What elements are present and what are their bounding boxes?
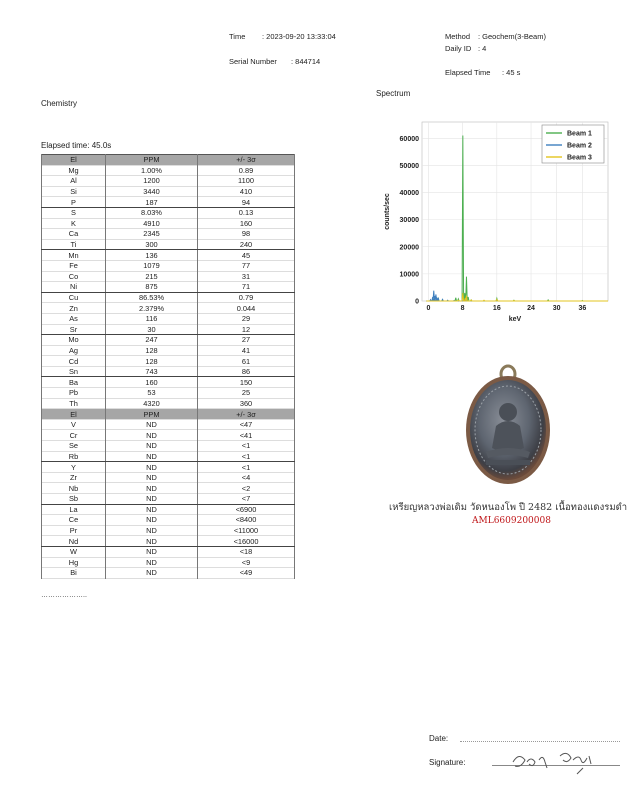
table-cell: Th [42,398,106,409]
table-row [42,441,295,452]
table-row [42,430,295,441]
medal-code: AML6609200008 [472,516,551,526]
column-header: El [42,155,106,166]
table-cell: Cr [42,430,106,441]
table-cell: <8400 [198,515,295,526]
table-cell: 875 [106,282,198,293]
y-tick-label: 10000 [399,271,419,279]
table-row [42,303,295,314]
table-cell: 30 [106,324,198,335]
table-cell: Mo [42,335,106,346]
table-cell: Ca [42,229,106,240]
table-cell: 128 [106,356,198,367]
table-header-row [42,155,295,166]
table-cell: <4 [198,472,295,483]
table-row [42,377,295,388]
table-row [42,165,295,176]
table-cell: Si [42,186,106,197]
table-cell: <18 [198,546,295,557]
spectrum-chart [380,116,612,328]
table-cell: Nd [42,536,106,547]
table-row [42,536,295,547]
table-cell: Cu [42,292,106,303]
table-cell: 116 [106,313,198,324]
table-header-row [42,409,295,420]
table-row [42,568,295,579]
y-tick-label: 0 [415,298,419,306]
table-cell: ND [106,504,198,515]
table-row [42,557,295,568]
x-tick-label: 16 [492,305,501,312]
table-cell: 247 [106,335,198,346]
table-cell: 300 [106,239,198,250]
table-cell: <7 [198,494,295,505]
table-row [42,229,295,240]
table-cell: Rb [42,451,106,462]
serial-value: : 844714 [291,57,321,66]
table-cell: 4320 [106,398,198,409]
signature-label: Signature: [429,758,466,767]
legend-entry: Beam 1 [567,130,592,138]
table-row [42,515,295,526]
y-tick-label: 50000 [399,162,419,170]
time-label: Time [229,32,246,41]
table-cell: 86 [198,366,295,377]
table-cell: 160 [198,218,295,229]
table-row [42,388,295,399]
y-tick-label: 40000 [399,190,419,198]
table-row [42,324,295,335]
medal-caption: เหรียญหลวงพ่อเดิม วัดหนองโพ ปี 2482 เนื้อทองแดงรมดำ [389,502,628,513]
column-header: PPM [106,409,198,420]
spectrum-heading: Spectrum [376,89,411,98]
table-row [42,525,295,536]
table-row [42,282,295,293]
table-row [42,271,295,282]
table-cell: <16000 [198,536,295,547]
table-cell: <6900 [198,504,295,515]
table-cell: <2 [198,483,295,494]
table-cell: 1079 [106,260,198,271]
table-row [42,250,295,261]
x-tick-label: 24 [527,305,535,312]
table-row [42,345,295,356]
y-tick-label: 20000 [399,244,419,252]
table-cell: 128 [106,345,198,356]
column-header: PPM [106,155,198,166]
x-tick-label: 8 [460,305,465,312]
column-header: El [42,409,106,420]
signature-image [505,748,600,778]
x-tick-label: 36 [578,305,587,312]
column-header: +/- 3σ [198,155,295,166]
table-cell: As [42,313,106,324]
table-row [42,472,295,483]
elapsed-value: : 45 s [502,68,521,77]
table-row [42,546,295,557]
table-cell: 3440 [106,186,198,197]
table-cell: 0.13 [198,207,295,218]
daily-label: Daily ID [445,44,472,53]
element-table [41,154,295,579]
table-row [42,335,295,346]
table-row [42,207,295,218]
table-cell: 136 [106,250,198,261]
table-cell: 29 [198,313,295,324]
table-row [42,398,295,409]
table-cell: 2345 [106,229,198,240]
table-cell: 0.89 [198,165,295,176]
table-cell: La [42,504,106,515]
table-cell: Sb [42,494,106,505]
date-line [460,741,620,742]
table-cell: 53 [106,388,198,399]
y-axis-label: counts/sec [384,193,391,230]
table-cell: P [42,197,106,208]
table-row [42,494,295,505]
table-row [42,176,295,187]
table-row [42,186,295,197]
table-cell: Zn [42,303,106,314]
table-row [42,451,295,462]
table-cell: S [42,207,106,218]
table-cell: W [42,546,106,557]
table-row [42,356,295,367]
table-cell: Mn [42,250,106,261]
table-cell: 2.379% [106,303,198,314]
table-cell: Sr [42,324,106,335]
column-header: +/- 3σ [198,409,295,420]
table-row [42,483,295,494]
table-cell: 45 [198,250,295,261]
table-cell: 743 [106,366,198,377]
table-cell: ND [106,483,198,494]
table-cell: Hg [42,557,106,568]
y-tick-label: 60000 [399,135,419,143]
table-cell: Mg [42,165,106,176]
table-row [42,292,295,303]
table-cell: ND [106,451,198,462]
daily-value: : 4 [478,44,487,53]
table-cell: 0.79 [198,292,295,303]
table-cell: Ag [42,345,106,356]
table-cell: 0.044 [198,303,295,314]
table-cell: ND [106,557,198,568]
table-row [42,197,295,208]
table-cell: <1 [198,462,295,473]
elapsed-label: Elapsed Time [445,68,491,77]
table-cell: 360 [198,398,295,409]
table-cell: 1100 [198,176,295,187]
table-cell: Ni [42,282,106,293]
table-cell: 1200 [106,176,198,187]
table-footer-dots: ……………….. [41,592,87,599]
table-cell: <9 [198,557,295,568]
table-cell: Ti [42,239,106,250]
table-cell: Nb [42,483,106,494]
table-row [42,239,295,250]
table-cell: 1.00% [106,165,198,176]
table-cell: <11000 [198,525,295,536]
table-row [42,462,295,473]
x-tick-label: 30 [552,305,561,312]
table-cell: ND [106,515,198,526]
table-cell: ND [106,568,198,579]
table-row [42,366,295,377]
table-cell: 71 [198,282,295,293]
x-tick-label: 0 [426,305,431,312]
table-cell: Al [42,176,106,187]
table-cell: ND [106,546,198,557]
table-cell: 31 [198,271,295,282]
table-cell: 61 [198,356,295,367]
chemistry-heading: Chemistry [41,99,78,108]
table-cell: ND [106,536,198,547]
table-row [42,218,295,229]
table-cell: V [42,419,106,430]
table-cell: Se [42,441,106,452]
y-tick-label: 30000 [399,217,419,225]
table-cell: 25 [198,388,295,399]
table-cell: 98 [198,229,295,240]
table-cell: 4910 [106,218,198,229]
table-cell: Y [42,462,106,473]
table-cell: 215 [106,271,198,282]
table-cell: ND [106,525,198,536]
table-cell: 240 [198,239,295,250]
table-cell: <1 [198,451,295,462]
date-label: Date: [429,734,449,743]
table-cell: 27 [198,335,295,346]
table-row [42,419,295,430]
serial-label: Serial Number [229,57,277,66]
table-row [42,504,295,515]
table-cell: 8.03% [106,207,198,218]
table-cell: ND [106,419,198,430]
table-cell: 94 [198,197,295,208]
medal-image [462,364,554,488]
x-axis-label: keV [508,316,522,323]
table-cell: 187 [106,197,198,208]
table-cell: Sn [42,366,106,377]
table-row [42,313,295,324]
table-cell: Zr [42,472,106,483]
table-cell: Bi [42,568,106,579]
table-cell: 160 [106,377,198,388]
table-cell: Co [42,271,106,282]
table-cell: 77 [198,260,295,271]
table-cell: <41 [198,430,295,441]
legend-entry: Beam 2 [567,142,592,150]
table-cell: 86.53% [106,292,198,303]
table-cell: ND [106,430,198,441]
table-cell: Cd [42,356,106,367]
table-cell: 12 [198,324,295,335]
table-row [42,260,295,271]
table-cell: Ce [42,515,106,526]
table-cell: ND [106,494,198,505]
time-value: : 2023-09-20 13:33:04 [262,32,336,41]
table-cell: Pr [42,525,106,536]
elapsed-time-note: Elapsed time: 45.0s [41,141,112,150]
method-value: : Geochem(3-Beam) [478,32,546,41]
table-cell: Ba [42,377,106,388]
table-cell: Pb [42,388,106,399]
table-cell: 410 [198,186,295,197]
table-cell: <49 [198,568,295,579]
table-cell: <47 [198,419,295,430]
table-cell: ND [106,462,198,473]
table-cell: <1 [198,441,295,452]
legend-entry: Beam 3 [567,154,592,162]
table-cell: Fe [42,260,106,271]
table-cell: ND [106,441,198,452]
table-cell: K [42,218,106,229]
table-cell: ND [106,472,198,483]
table-cell: 41 [198,345,295,356]
table-cell: 150 [198,377,295,388]
method-label: Method [445,32,471,41]
